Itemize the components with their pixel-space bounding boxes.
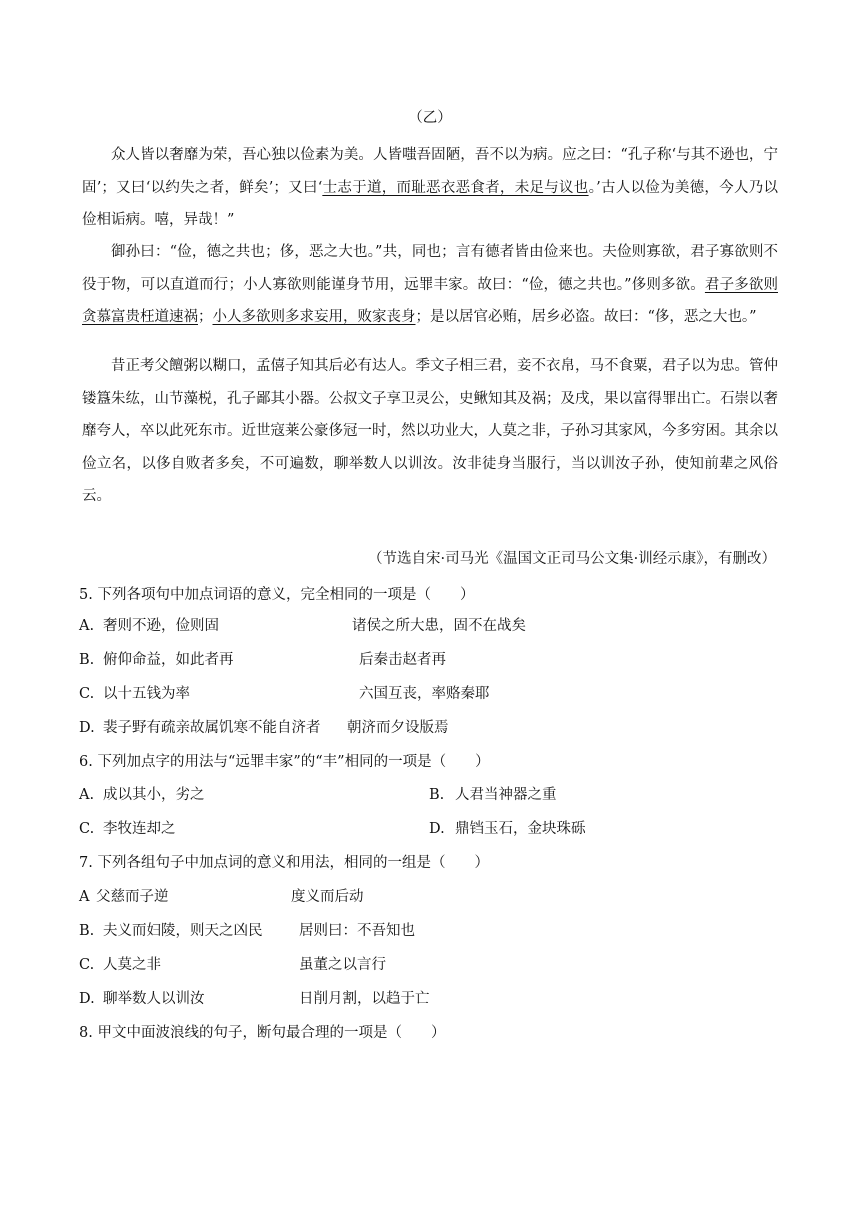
underlined-sentence: 君子多欲则贪慕富贵枉道速祸 [82,276,778,326]
paragraph-text: ； [198,309,213,326]
q5-option-a-left: 奢则不逊，俭则固 [103,618,219,634]
q5-option-b-label: B. [79,652,95,668]
q6-option-b-label: B. [429,787,445,803]
question-8-stem: 8. 甲文中面波浪线的句子，断句最合理的一项是（ ） [79,1025,446,1041]
q7-option-c-label: C. [79,957,95,973]
paragraph-text: 御孙曰：“俭，德之共也；侈，恶之大也。”共，同也；言有德者皆由俭来也。夫俭则寡欲，君子寡欲则不役于物，可以直道而行；小人寡欲则能谨身节用，远罪丰家。故曰：“俭，德之共也。”侈则多欲。 [82,244,778,293]
q6-option-d-text: 鼎铛玉石，金块珠砾 [455,821,586,837]
passage-paragraph-3: 昔正考父饘粥以糊口，孟僖子知其后必有达人。季文子相三君，妾不衣帛，马不食粟，君子以为忠。管仲镂簋朱纮，山节藻棁，孔子鄙其小器。公叔文子享卫灵公，史鳅知其及祸；及戌，果以富得罪出亡。石崇以奢靡夸人，卒以此死东市。近世寇莱公豪侈冠一时，然以功业大，人莫之非，子孙习其家风，今多穷困。其余以俭立名，以侈自败者多矣，不可遍数，聊举数人以训汝。汝非徒身当服行，当以训汝子孙，使知前辈之风俗云。 [82,358,778,505]
question-6-stem: 6. 下列加点字的用法与“远罪丰家”的“丰”相同的一项是（ ） [79,754,490,770]
q6-option-a-label: A. [79,787,95,803]
q7-option-a-right: 度义而后动 [291,889,364,905]
q6-option-c-label: C. [79,821,95,837]
q7-option-b-left: 夫义而妇陵，则天之凶民 [103,923,263,939]
passage-paragraph-2 [82,236,778,334]
source-citation: （节选自宋·司马光《温国文正司马公文集·训经示康》，有删改） [368,551,776,567]
q5-option-a-right: 诸侯之所大患，固不在战矣 [352,618,526,634]
q5-option-b-left: 俯仰命益，如此者再 [103,652,234,668]
q7-option-a-left: 父慈而子逆 [96,889,169,905]
paragraph-text: 众人皆以奢靡为荣，吾心独以俭素为美。人皆嗤吾固陋，吾不以为病。应之曰：“孔子称‘与其不逊也，宁固’；又曰‘以约失之者，鲜矣’；又曰‘ [82,147,778,196]
q5-option-b-right: 后秦击赵者再 [359,652,446,668]
q7-option-d-label: D. [79,991,95,1007]
q7-option-c-left: 人莫之非 [103,957,161,973]
q6-option-d-label: D. [429,821,445,837]
q7-option-c-right: 虽董之以言行 [299,957,386,973]
q7-option-b-right: 居则曰：不吾知也 [299,923,415,939]
q7-option-a-label: A [79,889,90,905]
q5-option-d-right: 朝济而夕设版焉 [347,720,449,736]
underlined-sentence: 士志于道，而耻恶衣恶食者，未足与议也 [322,179,589,196]
question-7-stem: 7. 下列各组句子中加点词的意义和用法，相同的一组是（ ） [79,855,489,871]
section-title: （乙） [408,110,452,126]
q7-option-b-label: B. [79,923,95,939]
question-5-stem: 5. 下列各项句中加点词语的意义，完全相同的一项是（ ） [79,587,475,603]
q7-option-d-left: 聊举数人以训汝 [103,991,205,1007]
q6-option-c-text: 李牧连却之 [103,821,176,837]
q7-option-d-right: 日削月割，以趋于亡 [299,991,430,1007]
q5-option-c-label: C. [79,686,95,702]
q5-option-d-left: 裴子野有疏亲故属饥寒不能自济者 [103,720,321,736]
q6-option-b-text: 人君当神器之重 [455,787,557,803]
passage-paragraph-1 [82,139,778,237]
q5-option-d-label: D. [79,720,95,736]
q5-option-c-right: 六国互丧，率赂秦耶 [359,686,490,702]
paragraph-text: 。’古人以俭为美德，今人乃以俭相诟病。嘻，异哉！” [82,179,779,229]
q6-option-a-text: 成以其小，劣之 [103,787,205,803]
paragraph-text: ；是以居官必贿，居乡必盗。故曰：“侈，恶之大也。” [415,309,757,326]
q5-option-c-left: 以十五钱为率 [103,686,190,702]
q5-option-a-label: A. [79,618,95,634]
underlined-sentence: 小人多欲则多求妄用，败家丧身 [212,309,416,326]
